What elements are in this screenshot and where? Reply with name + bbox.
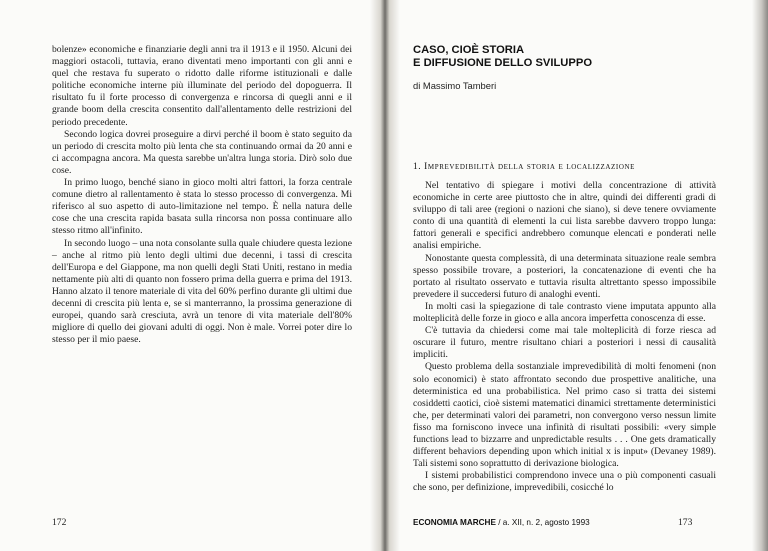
section-heading: 1. Imprevedibilità della storia e localizzazione [413,162,636,172]
paragraph: Secondo logica dovrei proseguire a dirvi perché il boom è stato seguito da un periodo di crescita molto più lenta che sta continuando ormai da 20 anni e ci accompagna ancora. Ma questa sarebbe un'altra lunga storia. Dirò solo due cose. [52,128,352,176]
paragraph: I sistemi probabilistici comprendono invece una o più componenti casuali che sono, per definizione, imprevedibili, cosicché lo [413,470,716,494]
journal-footer [413,518,590,527]
page-edge [752,0,768,551]
paragraph: In molti casi la spiegazione di tale contrasto viene imputata appunto alla molteplicità delle forze in gioco e alla ancora imperfetta conoscenza di esse. [413,300,716,325]
paragraph: In primo luogo, benché siano in gioco molti altri fattori, la forza centrale comune dietro al rallentamento è stata lo stesso processo di convergenza. Mi riferisco al suo aspetto di auto-limitazione nel tempo. È nella natura delle cose che una crescita rapida basata sulla rincorsa non possa continuare allo stesso ritmo all'infinito. [52,177,352,237]
right-body-text [413,180,716,494]
author-line: di Massimo Tamberi [413,80,497,91]
paragraph: Nel tentativo di spiegare i motivi della concentrazione di attività economiche in certe aree piuttosto che in altre, quindi dei differenti gradi di sviluppo di tali aree (regioni o nazioni che siano), si deve tenere ovviamente conto di una quantità di elementi la cui lista sarebbe davvero troppo lunga: fattori generali e specifici andrebbero comunque elencati e ponderati nelle analisi empiriche. [413,180,716,252]
journal-name: ECONOMIA MARCHE [413,518,496,527]
title-line: CASO, CIOÈ STORIA [413,44,525,56]
paragraph: C'è tuttavia da chiedersi come mai tale molteplicità di forze riesca ad oscurare il futuro, mentre risultano chiari a posteriori i nessi di causalità impliciti. [413,325,716,361]
book-gutter [370,0,400,551]
left-body-text [52,44,352,346]
title-line: E DIFFUSIONE DELLO SVILUPPO [413,57,593,70]
page-number-right: 173 [678,517,693,528]
paragraph: bolenze» economiche e finanziarie degli anni tra il 1913 e il 1950. Alcuni dei maggiori ostacoli, tuttavia, erano diventati meno importanti con gli anni e quel che restava fu superato o ridotto dalle riforme istituzionali e dalle politiche economiche interne più illuminate del periodo del dopoguerra. Il risultato fu il forte processo di convergenza e rincorsa di quegli anni e il grande boom della crescita consentito dall'allentamento delle restrizioni del periodo precedente. [52,44,352,128]
page-number-left: 172 [52,517,67,528]
journal-issue: / a. XII, n. 2, agosto 1993 [498,518,590,527]
paragraph: Questo problema della sostanziale imprevedibilità di molti fenomeni (non solo economici) è stato affrontato secondo due prospettive analitiche, una deterministica ed una probabilistica. Nel primo caso si tratta dei sistemi cosiddetti caotici, cioè sistemi matematici dinamici strettamente deterministici che, per determinati valori dei parametri, non convergono verso nessun limite fisso ma forniscono invece una infinità di risultati possibili: «very simple functions lead to bizzarre and unpredictable results . . . One gets dramatically different behaviors depending upon which initial x is input» (Devaney 1989). Tali sistemi sono soprattutto di derivazione biologica. [413,361,716,470]
article-title [413,44,713,71]
paragraph: Nonostante questa complessità, di una determinata situazione reale sembra spesso possibile trovare, a posteriori, la concatenazione di eventi che ha portato al risultato osservato e tuttavia risulta altrettanto spesso impossibile prevedere il succedersi futuro di analoghi eventi. [413,252,716,300]
paragraph: In secondo luogo – una nota consolante sulla quale chiudere questa lezione – anche al ritmo più lento degli ultimi due decenni, i tassi di crescita dell'Europa e del Giappone, ma non quelli degli Stati Uniti, restano in media nettamente più alti di quanto non fossero prima della guerra e prima del 1913. Hanno alzato il tenore materiale di vita del 60% perfino durante gli ultimi due decenni di crescita più lenta e, se si manterranno, la prossima generazione di europei, quando sarà cresciuta, avrà un tenore di vita materiale dell'80% migliore di quello dei giovani adulti di oggi. Non è male. Vorrei poter dire lo stesso per il mio paese. [52,237,352,346]
